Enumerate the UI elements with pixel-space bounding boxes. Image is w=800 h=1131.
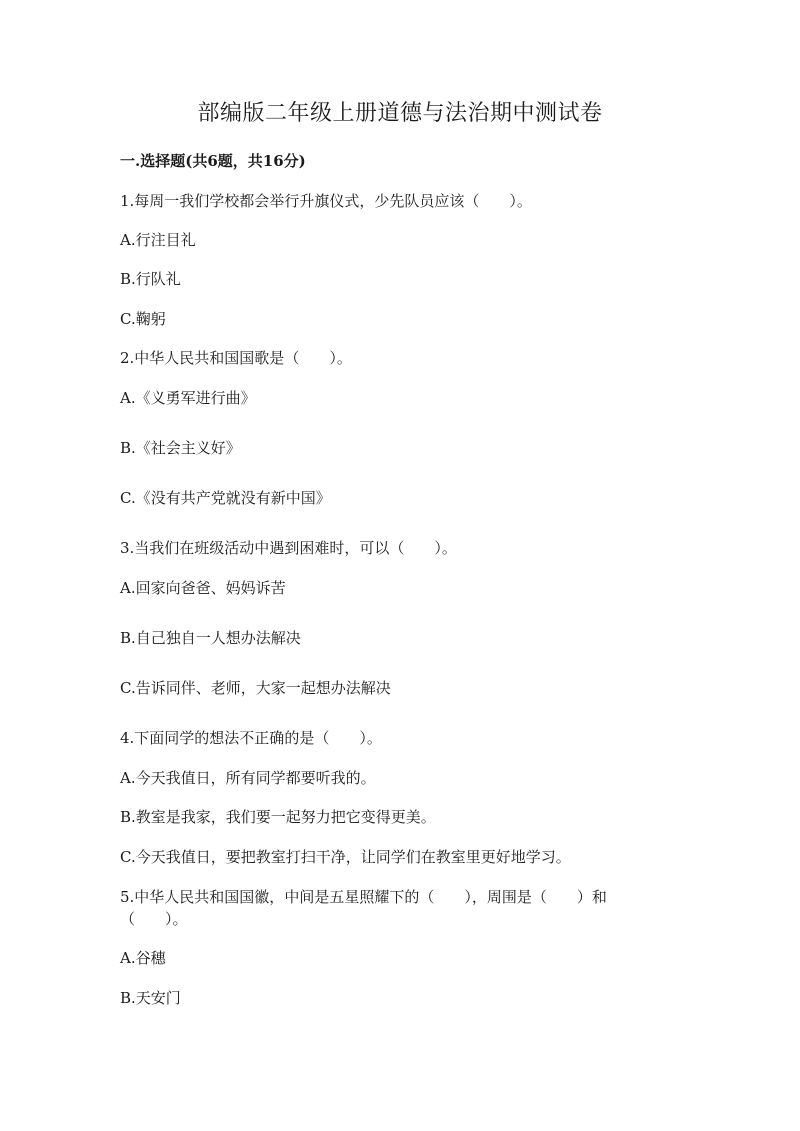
question-3-option-c: C.告诉同伴、老师，大家一起想办法解决 [120, 679, 391, 697]
question-4-stem: 4.下面同学的想法不正确的是（ ）。 [120, 729, 382, 747]
question-2-option-a: A.《义勇军进行曲》 [120, 389, 256, 407]
question-2-option-b: B.《社会主义好》 [120, 439, 241, 457]
question-5-option-a: A.谷穗 [120, 949, 166, 967]
question-3-option-b: B.自己独自一人想办法解决 [120, 629, 301, 647]
question-1-option-b: B.行队礼 [120, 270, 181, 288]
question-2-stem: 2.中华人民共和国国歌是（ ）。 [120, 349, 352, 367]
page-title: 部编版二年级上册道德与法治期中测试卷 [197, 101, 603, 126]
question-4-option-b: B.教室是我家，我们要一起努力把它变得更美。 [120, 808, 436, 826]
question-5-option-b: B.天安门 [120, 989, 181, 1007]
question-1-stem: 1.每周一我们学校都会举行升旗仪式，少先队员应该（ ）。 [120, 192, 532, 210]
question-3-option-a: A.回家向爸爸、妈妈诉苦 [120, 579, 286, 597]
question-1-option-a: A.行注目礼 [120, 231, 196, 249]
section-heading: 一.选择题(共6题，共16分) [120, 152, 306, 170]
question-1-option-c: C.鞠躬 [120, 310, 166, 328]
question-5-stem-continued: （ ）。 [120, 910, 188, 928]
question-4-option-c: C.今天我值日，要把教室打扫干净，让同学们在教室里更好地学习。 [120, 848, 571, 866]
question-4-option-a: A.今天我值日，所有同学都要听我的。 [120, 769, 376, 787]
question-3-stem: 3.当我们在班级活动中遇到困难时，可以（ ）。 [120, 539, 457, 557]
question-5-stem: 5.中华人民共和国国徽，中间是五星照耀下的（ ），周围是（ ）和 [120, 888, 607, 906]
question-2-option-c: C.《没有共产党就没有新中国》 [120, 489, 331, 507]
